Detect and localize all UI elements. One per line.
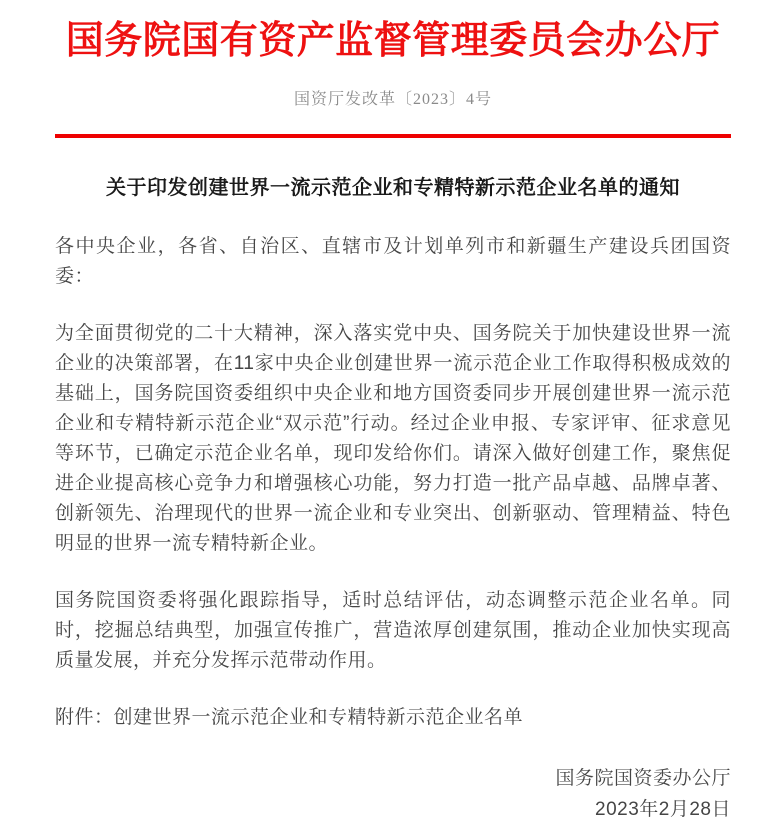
document-reference-number: 国资厅发改革〔2023〕4号: [293, 91, 492, 108]
document-body: [55, 232, 731, 825]
body-paragraph: 为全面贯彻党的二十大精神，深入落实党中央、国务院关于加快建设世界一流企业的决策部署，在11家中央企业创建世界一流示范企业工作取得积极成效的基础上，国务院国资委组织中央企业和地方国资委同步开展创建世界一流示范企业和专精特新示范企业“双示范”行动。经过企业申报、专家评审、征求意见等环节，已确定示范企业名单，现印发给你们。请深入做好创建工作，聚焦促进企业提高核心竞争力和增强核心功能，努力打造一批产品卓越、品牌卓著、创新领先、治理现代的世界一流企业和专业突出、创新驱动、管理精益、特色明显的世界一流专精特新企业。: [55, 323, 731, 554]
signature-date: 2023年2月28日: [595, 799, 731, 820]
salutation-line: 各中央企业，各省、自治区、直辖市及计划单列市和新疆生产建设兵团国资委：: [55, 236, 731, 287]
signature-agency-name: 国务院国资委办公厅: [555, 768, 731, 789]
body-paragraph: 国务院国资委将强化跟踪指导，适时总结评估，动态调整示范企业名单。同时，挖掘总结典型，加强宣传推广，营造浓厚创建氛围，推动企业加快实现高质量发展，并充分发挥示范带动作用。: [55, 590, 731, 671]
document-title: 关于印发创建世界一流示范企业和专精特新示范企业名单的通知: [106, 177, 680, 199]
attachment-line: 附件：创建世界一流示范企业和专精特新示范企业名单: [55, 707, 524, 728]
signature-block: [55, 763, 731, 825]
issuing-agency-header: 国务院国有资产监督管理委员会办公厅: [65, 20, 721, 62]
red-divider-line: [55, 134, 731, 138]
